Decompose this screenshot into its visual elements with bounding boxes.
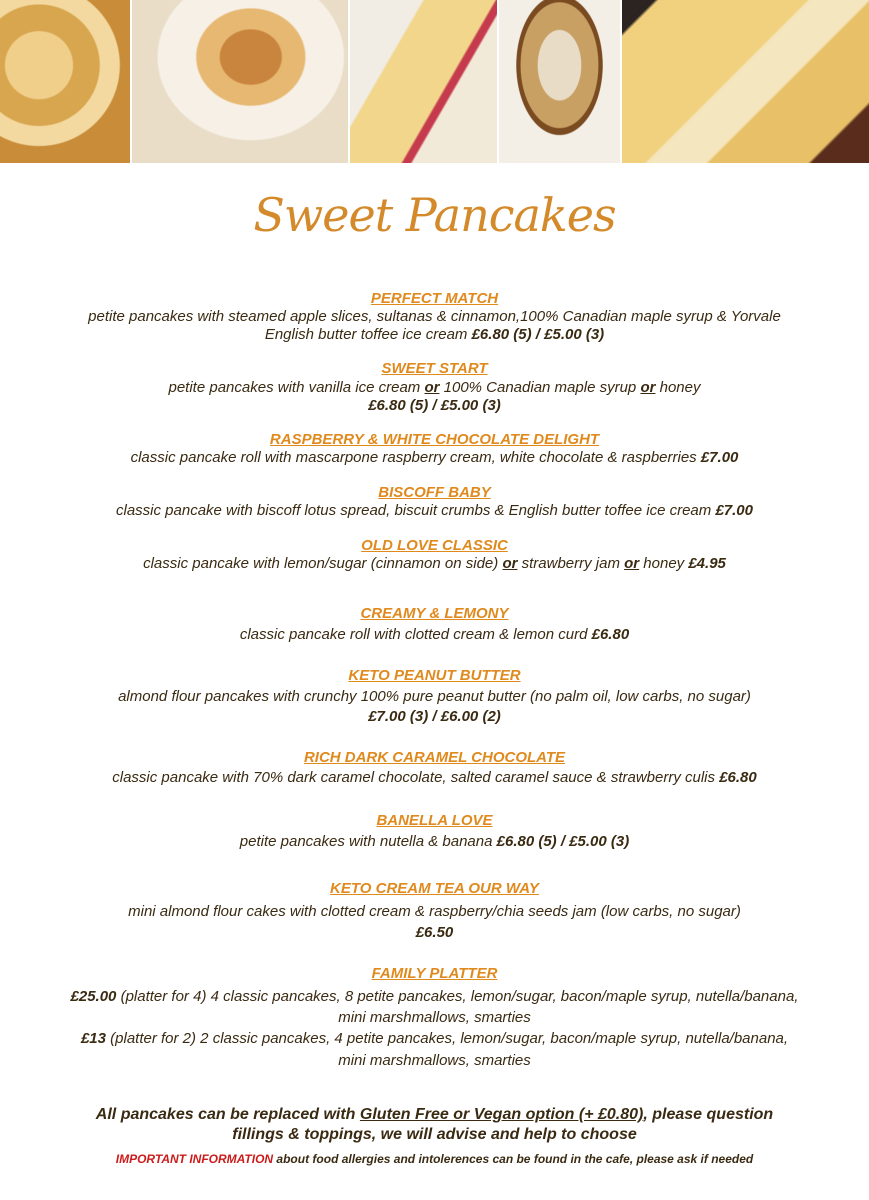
photo-strip [0, 0, 869, 163]
item-title-creamy-lemony: CREAMY & LEMONY [360, 605, 509, 622]
item-desc2-perfect-match: English butter toffee ice cream £6.80 (5) / £5.00 (3) [264, 326, 605, 343]
item-desc-banella-love: petite pancakes with nutella & banana £6.80 (5) / £5.00 (3) [239, 833, 630, 850]
footer-note-1: All pancakes can be replaced with Gluten Free or Vegan option (+ £0.80), please question [95, 1106, 774, 1123]
important-information: IMPORTANT INFORMATION about food allergies and intolerences can be found in the cafe, please ask if needed [115, 1152, 754, 1166]
item-title-family-platter: FAMILY PLATTER [371, 965, 498, 982]
pancakes-ice-cream-photo [132, 0, 348, 163]
item-desc-keto-cream-tea: mini almond flour cakes with clotted cream & raspberry/chia seeds jam (low carbs, no sugar) [128, 903, 741, 920]
item-desc-creamy-lemony: classic pancake roll with clotted cream & lemon curd £6.80 [239, 626, 630, 643]
item-title-keto-cream-tea: KETO CREAM TEA OUR WAY [330, 880, 539, 897]
item-title-old-love-classic: OLD LOVE CLASSIC [361, 537, 508, 554]
pancake-roll-photo [350, 0, 497, 163]
item-desc-family-platter-3: £13 (platter for 2) 2 classic pancakes, 4 petite pancakes, lemon/sugar, bacon/maple syrup, nutella/banana, [80, 1030, 789, 1047]
item-title-biscoff: BISCOFF BABY [378, 484, 491, 501]
pancake-caramel-photo [499, 0, 620, 163]
family-platter-photo [622, 0, 869, 163]
item-desc-sweet-start: petite pancakes with vanilla ice cream or 100% Canadian maple syrup or honey [168, 379, 701, 396]
item-title-banella-love: BANELLA LOVE [376, 812, 493, 829]
item-desc-raspberry: classic pancake roll with mascarpone raspberry cream, white chocolate & raspberries £7.00 [130, 449, 739, 466]
item-price-sweet-start: £6.80 (5) / £5.00 (3) [368, 397, 501, 414]
item-desc-family-platter-1: £25.00 (platter for 4) 4 classic pancakes, 8 petite pancakes, lemon/sugar, bacon/maple syrup, nutella/banana, [70, 988, 799, 1005]
item-title-keto-peanut-butter: KETO PEANUT BUTTER [348, 667, 521, 684]
item-title-raspberry: RASPBERRY & WHITE CHOCOLATE DELIGHT [269, 431, 600, 448]
item-desc-rich-dark-caramel: classic pancake with 70% dark caramel chocolate, salted caramel sauce & strawberry culis £6.80 [112, 769, 757, 786]
item-title-rich-dark-caramel: RICH DARK CARAMEL CHOCOLATE [303, 749, 566, 766]
item-desc-family-platter-4: mini marshmallows, smarties [338, 1052, 531, 1069]
item-price-keto-peanut-butter: £7.00 (3) / £6.00 (2) [368, 708, 501, 725]
pancake-stack-photo [0, 0, 130, 163]
item-desc-keto-peanut-butter: almond flour pancakes with crunchy 100% pure peanut butter (no palm oil, low carbs, no sugar) [118, 688, 751, 705]
item-title-perfect-match: PERFECT MATCH [370, 290, 499, 307]
item-title-sweet-start: SWEET START [381, 360, 488, 377]
item-desc-perfect-match: petite pancakes with steamed apple slices, sultanas & cinnamon,100% Canadian maple syrup & Yorvale [88, 308, 781, 325]
page-title: Sweet Pancakes [253, 188, 616, 242]
item-desc-old-love-classic: classic pancake with lemon/sugar (cinnamon on side) or strawberry jam or honey £4.95 [143, 555, 726, 572]
item-price-keto-cream-tea: £6.50 [415, 924, 454, 941]
footer-note-2: fillings & toppings, we will advise and help to choose [232, 1126, 637, 1143]
item-desc-biscoff: classic pancake with biscoff lotus spread, biscuit crumbs & English butter toffee ice cream £7.00 [116, 502, 753, 519]
item-desc-family-platter-2: mini marshmallows, smarties [338, 1009, 531, 1026]
